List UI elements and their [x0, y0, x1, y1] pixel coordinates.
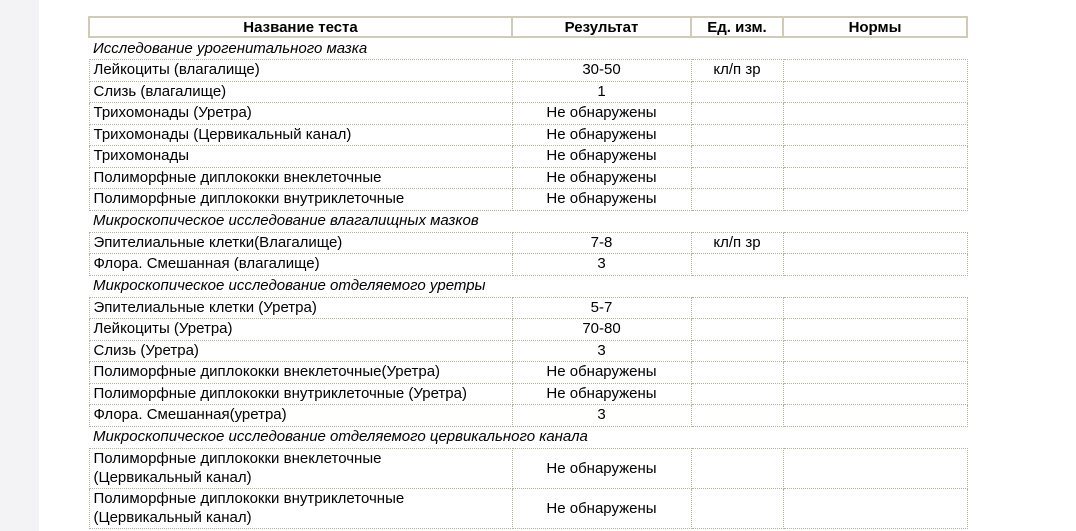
test-result: Не обнаружены	[512, 146, 691, 168]
table-row	[89, 340, 967, 362]
lab-results-table	[88, 16, 968, 529]
test-unit	[691, 340, 783, 362]
section-heading-row	[89, 426, 967, 448]
test-result: Не обнаружены	[512, 167, 691, 189]
test-name: Эпителиальные клетки (Уретра)	[89, 297, 512, 319]
test-name-line2: (Цервикальный канал)	[93, 509, 252, 526]
section-title: Микроскопическое исследование влагалищных мазков	[93, 212, 479, 229]
test-norm	[783, 167, 967, 189]
test-name-line1: Полиморфные диплококки внутриклеточные	[93, 490, 405, 507]
test-result: Не обнаружены	[512, 124, 691, 146]
test-unit	[691, 488, 783, 528]
header-unit: Ед. изм.	[691, 17, 783, 37]
table-row	[89, 232, 967, 254]
test-result: Не обнаружены	[512, 488, 691, 528]
test-name: Лейкоциты (влагалище)	[89, 60, 512, 82]
table-row	[89, 297, 967, 319]
test-unit	[691, 81, 783, 103]
table-row	[89, 103, 967, 125]
test-norm	[783, 124, 967, 146]
test-name: Лейкоциты (Уретра)	[89, 319, 512, 341]
table-row	[89, 383, 967, 405]
test-result: 3	[512, 340, 691, 362]
test-norm	[783, 405, 967, 427]
test-unit	[691, 297, 783, 319]
test-name: Трихомонады (Уретра)	[89, 103, 512, 125]
test-name: Полиморфные диплококки внутриклеточные	[89, 189, 512, 211]
test-norm	[783, 448, 967, 488]
left-margin-strip	[0, 0, 39, 531]
table-header-row	[89, 17, 967, 37]
table-row	[89, 362, 967, 384]
table-row	[89, 167, 967, 189]
test-name: Флора. Смешанная(уретра)	[89, 405, 512, 427]
test-name: Трихомонады	[89, 146, 512, 168]
test-norm	[783, 383, 967, 405]
test-norm	[783, 340, 967, 362]
test-unit	[691, 405, 783, 427]
test-norm	[783, 297, 967, 319]
test-name: Слизь (Уретра)	[89, 340, 512, 362]
section-heading-row	[89, 210, 967, 232]
test-unit: кл/п зр	[691, 232, 783, 254]
test-result: Не обнаружены	[512, 103, 691, 125]
test-result: 7-8	[512, 232, 691, 254]
table-row	[89, 124, 967, 146]
header-test-name: Название теста	[89, 17, 512, 37]
test-name: Флора. Смешанная (влагалище)	[89, 254, 512, 276]
test-norm	[783, 232, 967, 254]
table-row	[89, 60, 967, 82]
test-norm	[783, 488, 967, 528]
test-name-line2: (Цервикальный канал)	[93, 469, 252, 486]
table-row	[89, 448, 967, 488]
test-unit	[691, 319, 783, 341]
test-norm	[783, 81, 967, 103]
test-norm	[783, 189, 967, 211]
test-result: 70-80	[512, 319, 691, 341]
section-title: Исследование урогенитального мазка	[93, 39, 368, 57]
section-heading-row	[89, 37, 967, 60]
test-unit	[691, 448, 783, 488]
section-title: Микроскопическое исследование отделяемого цервикального канала	[93, 428, 588, 445]
header-norms: Нормы	[783, 17, 967, 37]
section-title: Микроскопическое исследование отделяемого уретры	[93, 277, 486, 294]
test-result: 3	[512, 254, 691, 276]
table-row	[89, 319, 967, 341]
table-row	[89, 189, 967, 211]
header-result: Результат	[512, 17, 691, 37]
test-norm	[783, 103, 967, 125]
test-norm	[783, 60, 967, 82]
test-norm	[783, 254, 967, 276]
test-unit	[691, 146, 783, 168]
test-result: Не обнаружены	[512, 362, 691, 384]
test-name: Трихомонады (Цервикальный канал)	[89, 124, 512, 146]
section-heading-row	[89, 275, 967, 297]
test-unit	[691, 383, 783, 405]
table-row	[89, 146, 967, 168]
test-unit	[691, 167, 783, 189]
table-row	[89, 254, 967, 276]
test-norm	[783, 146, 967, 168]
test-unit	[691, 189, 783, 211]
test-name: Полиморфные диплококки внутриклеточные (Уретра)	[89, 383, 512, 405]
test-unit: кл/п зр	[691, 60, 783, 82]
test-result: 3	[512, 405, 691, 427]
test-result: 5-7	[512, 297, 691, 319]
test-result: 30-50	[512, 60, 691, 82]
test-unit	[691, 362, 783, 384]
test-unit	[691, 103, 783, 125]
test-result: Не обнаружены	[512, 383, 691, 405]
test-norm	[783, 319, 967, 341]
test-result: 1	[512, 81, 691, 103]
table-row	[89, 488, 967, 528]
test-result: Не обнаружены	[512, 448, 691, 488]
test-unit	[691, 124, 783, 146]
test-name: Полиморфные диплококки внеклеточные	[89, 167, 512, 189]
test-result: Не обнаружены	[512, 189, 691, 211]
test-name	[89, 448, 512, 488]
test-unit	[691, 254, 783, 276]
test-name	[89, 488, 512, 528]
lab-results-document	[88, 16, 966, 529]
test-name: Эпителиальные клетки(Влагалище)	[89, 232, 512, 254]
test-norm	[783, 362, 967, 384]
test-name: Слизь (влагалище)	[89, 81, 512, 103]
table-row	[89, 81, 967, 103]
table-row	[89, 405, 967, 427]
test-name: Полиморфные диплококки внеклеточные(Уретра)	[89, 362, 512, 384]
test-name-line1: Полиморфные диплококки внеклеточные	[93, 450, 382, 467]
